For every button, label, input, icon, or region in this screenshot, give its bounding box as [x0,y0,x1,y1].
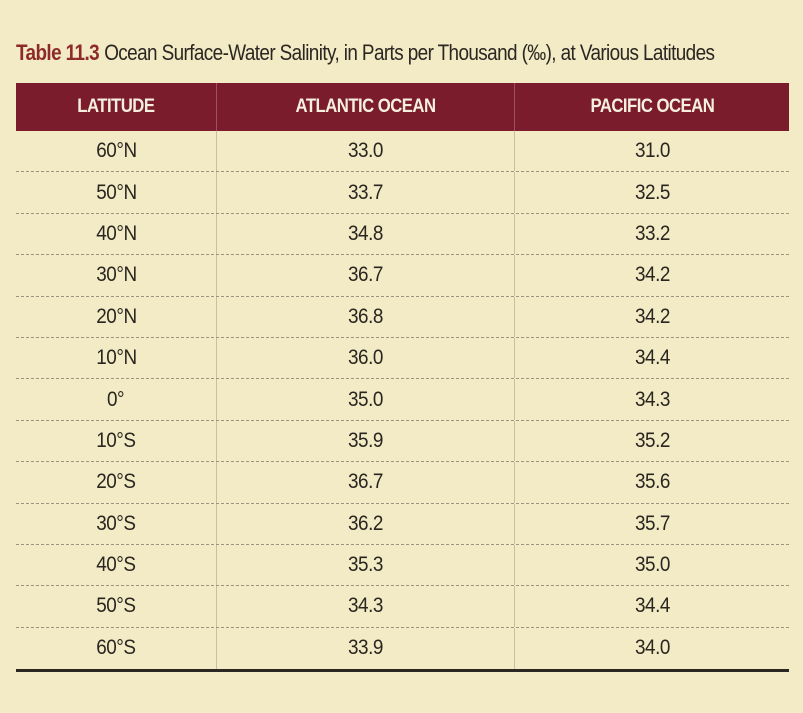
atlantic-cell: 36.2 [216,504,514,544]
pacific-cell: 35.2 [514,421,789,461]
latitude-cell: 40°S [96,553,136,577]
header-atlantic: ATLANTIC OCEAN [216,83,514,131]
table-row [16,172,789,213]
atlantic-cell: 33.7 [216,172,514,212]
latitude-cell: 30°S [96,511,136,535]
atlantic-cell: 35.9 [216,421,514,461]
atlantic-cell: 33.0 [216,131,514,171]
atlantic-cell: 35.3 [216,545,514,585]
table-header [16,83,789,131]
table-row [16,628,789,669]
pacific-cell: 34.2 [514,255,789,295]
table-row [16,462,789,503]
pacific-cell: 34.0 [514,628,789,669]
latitude-cell: 50°S [96,594,136,618]
table-title: Ocean Surface-Water Salinity, in Parts per Thousand (‰), at Various Latitudes [104,40,715,65]
latitude-cell: 30°N [95,263,137,287]
latitude-cell: 0° [107,387,125,411]
pacific-cell: 35.6 [514,462,789,502]
latitude-cell: 10°N [95,346,137,370]
table-row [16,504,789,545]
atlantic-cell: 34.3 [216,586,514,626]
header-latitude: LATITUDE [77,96,155,117]
table-body [16,131,789,669]
atlantic-cell: 36.8 [216,297,514,337]
pacific-cell: 34.3 [514,379,789,419]
pacific-cell: 32.5 [514,172,789,212]
pacific-cell: 34.4 [514,338,789,378]
table-row [16,421,789,462]
pacific-cell: 35.0 [514,545,789,585]
table-row [16,338,789,379]
atlantic-cell: 33.9 [216,628,514,669]
table-caption [16,40,714,66]
pacific-cell: 34.2 [514,297,789,337]
latitude-cell: 20°N [95,304,137,328]
latitude-cell: 60°N [95,139,137,163]
pacific-cell: 33.2 [514,214,789,254]
pacific-cell: 34.4 [514,586,789,626]
table-row [16,586,789,627]
latitude-cell: 10°S [96,428,136,452]
table-row [16,545,789,586]
latitude-cell: 20°S [96,470,136,494]
salinity-table [16,83,789,672]
table-row [16,214,789,255]
atlantic-cell: 35.0 [216,379,514,419]
table-bottom-rule [16,669,789,672]
atlantic-cell: 36.0 [216,338,514,378]
atlantic-cell: 36.7 [216,255,514,295]
pacific-cell: 35.7 [514,504,789,544]
atlantic-cell: 36.7 [216,462,514,502]
table-row [16,255,789,296]
latitude-cell: 60°S [96,636,136,660]
table-row [16,131,789,172]
pacific-cell: 31.0 [514,131,789,171]
table-number: Table 11.3 [16,40,100,65]
table-row [16,379,789,420]
atlantic-cell: 34.8 [216,214,514,254]
latitude-cell: 50°N [95,180,137,204]
header-pacific: PACIFIC OCEAN [514,83,789,131]
latitude-cell: 40°N [95,221,137,245]
table-row [16,297,789,338]
